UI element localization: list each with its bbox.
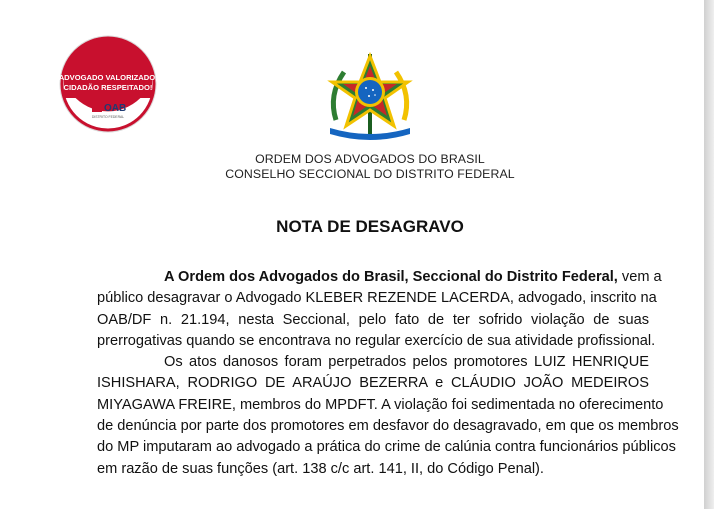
paragraph-1-line-1-rest: vem a [617,269,662,285]
page-edge-shadow [704,0,714,509]
organization-name: ORDEM DOS ADVOGADOS DO BRASIL [255,152,485,166]
document-body [97,267,679,480]
council-name: CONSELHO SECCIONAL DO DISTRITO FEDERAL [225,167,515,181]
paragraph-1-line-2: público desagravar o Advogado KLEBER REZENDE LACERDA, advogado, inscrito na [97,290,657,307]
paragraph-1-bold-lead: A Ordem dos Advogados do Brasil, Seccional do Distrito Federal, [164,269,618,285]
badge-line-1: ADVOGADO VALORIZADO, [58,73,158,82]
paragraph-1-line-3: OAB/DF n. 21.194, nesta Seccional, pelo fato de ter sofrido violação de suas [97,311,649,328]
paragraph-1-line-1 [97,267,662,288]
brazil-coat-of-arms-icon [322,50,418,142]
badge-line-2: CIDADÃO RESPEITADO! [63,83,153,92]
paragraph-2-line-4: de denúncia por parte dos promotores em desfavor do desagravado, em que os membros [97,418,679,435]
paragraph-2-line-3: MIYAGAWA FREIRE, membros do MPDFT. A violação foi sedimentada no oferecimento [97,396,664,413]
paragraph-2-line-5: do MP imputaram ao advogado a prática do crime de calúnia contra funcionários públicos [97,439,676,456]
paragraph-2-line-2: ISHISHARA, RODRIGO DE ARAÚJO BEZERRA e CLÁUDIO JOÃO MEDEIROS [97,375,649,392]
badge-brand-sub: DISTRITO FEDERAL [91,115,125,119]
oab-campaign-badge [58,32,176,136]
badge-brand: OAB [104,103,127,114]
paragraph-2-line-6: em razão de suas funções (art. 138 c/c art. 141, II, do Código Penal). [97,460,544,477]
paragraph-1-line-4: prerrogativas quando se encontrava no regular exercício de sua atividade profissional. [97,332,656,349]
document-title: NOTA DE DESAGRAVO [276,217,464,236]
paragraph-2-line-1: Os atos danosos foram perpetrados pelos promotores LUIZ HENRIQUE [164,354,649,371]
